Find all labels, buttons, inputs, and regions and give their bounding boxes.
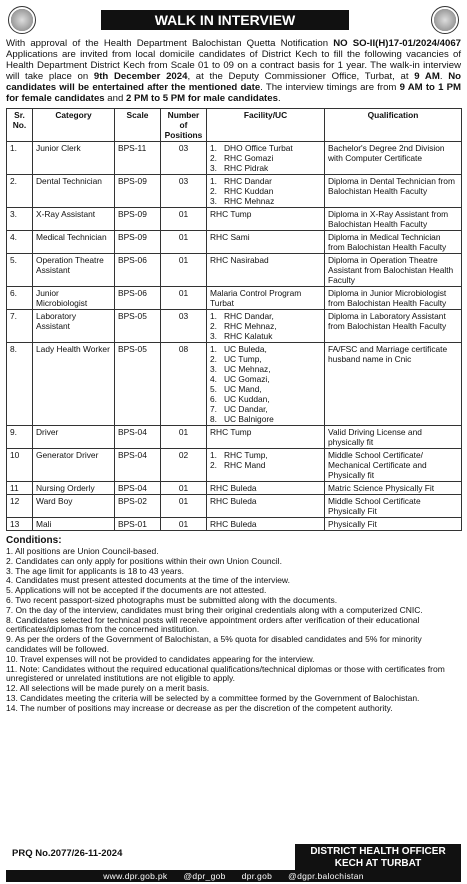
government-logo-icon <box>8 6 36 34</box>
facility-item: 6. UC Kuddan, <box>210 394 270 404</box>
cell-sr: 11 <box>7 482 33 495</box>
facility-item <box>210 519 321 529</box>
cell-sr: 13 <box>7 518 33 531</box>
facility-item: 5. UC Mand, <box>210 384 262 394</box>
facility-item: 3. UC Mehnaz, <box>210 364 271 374</box>
social-link[interactable]: @dgpr.balochistan <box>288 871 364 881</box>
cell-positions: 03 <box>161 175 207 208</box>
condition-item: 9. As per the orders of the Government of Balochistan, a 5% quota for disabled candidates and 5% for minority candidates will be followed. <box>6 634 422 654</box>
table-row <box>7 482 462 495</box>
column-header: Number of Positions <box>161 109 207 142</box>
cell-scale: BPS-06 <box>115 254 161 287</box>
facility-item <box>210 288 321 308</box>
facility-name: RHC Mehnaz <box>224 196 275 206</box>
facility-item: 1. RHC Dandar, <box>210 311 274 321</box>
facility-item: 2. RHC Mand <box>210 460 266 470</box>
facility-name: RHC Buleda <box>210 483 257 493</box>
cell-category: Nursing Orderly <box>33 482 115 495</box>
cell-facility <box>207 495 325 518</box>
cell-qualification: Diploma in Dental Technician from Balochistan Health Faculty <box>325 175 462 208</box>
cell-positions: 01 <box>161 254 207 287</box>
cell-scale: BPS-05 <box>115 310 161 343</box>
facility-name: RHC Tump <box>210 427 252 437</box>
cell-scale: BPS-04 <box>115 449 161 482</box>
cell-category: Junior Clerk <box>33 142 115 175</box>
cell-scale: BPS-09 <box>115 208 161 231</box>
condition-item: 2. Candidates can only apply for positions within their own Union Council. <box>6 555 282 566</box>
cell-category: Operation Theatre Assistant <box>33 254 115 287</box>
cell-category: Mali <box>33 518 115 531</box>
facility-item: 2. RHC Mehnaz, <box>210 321 277 331</box>
facility-name: RHC Pidrak <box>224 163 269 173</box>
condition-item: 10. Travel expenses will not be provided to candidates appearing for the interview. <box>6 653 315 664</box>
cell-scale: BPS-02 <box>115 495 161 518</box>
facility-item <box>210 427 321 437</box>
cell-qualification: Diploma in Medical Technician from Balochistan Health Faculty <box>325 231 462 254</box>
facility-item <box>210 255 321 265</box>
cell-sr: 9. <box>7 426 33 449</box>
intro-text: With approval of the Health Department Balochistan Quetta Notification <box>6 38 334 49</box>
cell-positions: 03 <box>161 310 207 343</box>
column-header: Sr. No. <box>7 109 33 142</box>
cell-facility <box>207 175 325 208</box>
condition-item: 8. Candidates selected for technical posts will receive appointment orders after verification of their educational certificates/diplomas from the concerned institution. <box>6 614 420 635</box>
table-row <box>7 254 462 287</box>
cell-category: Junior Microbiologist <box>33 287 115 310</box>
cell-positions: 01 <box>161 426 207 449</box>
header <box>6 4 461 36</box>
facility-item: 2. RHC Gomazi <box>210 153 274 163</box>
facility-item <box>210 209 321 219</box>
table-body <box>7 142 462 531</box>
facility-name: RHC Mand <box>224 460 266 470</box>
cell-scale: BPS-06 <box>115 287 161 310</box>
facility-name: RHC Tump, <box>224 450 268 460</box>
facility-name: UC Dandar, <box>224 404 268 414</box>
facility-name: UC Kuddan, <box>224 394 270 404</box>
facility-name: RHC Dandar <box>224 176 272 186</box>
facility-name: UC Mehnaz, <box>224 364 271 374</box>
facility-name: RHC Nasirabad <box>210 255 269 265</box>
cell-facility <box>207 310 325 343</box>
cell-sr: 10 <box>7 449 33 482</box>
cell-scale: BPS-01 <box>115 518 161 531</box>
cell-sr: 6. <box>7 287 33 310</box>
table-row <box>7 449 462 482</box>
social-link[interactable]: @dpr_gob <box>183 871 226 881</box>
cell-sr: 3. <box>7 208 33 231</box>
intro-text: and <box>104 93 126 104</box>
deadline-notice: No candidates will be entertained after the mentioned date <box>6 71 461 93</box>
condition-item: 1. All positions are Union Council-based. <box>6 546 159 556</box>
facility-item: 1. DHO Office Turbat <box>210 143 293 153</box>
cell-category: Medical Technician <box>33 231 115 254</box>
cell-category: Ward Boy <box>33 495 115 518</box>
prq-number: PRQ No.2077/26-11-2024 <box>12 848 123 859</box>
condition-item: 5. Applications will not be accepted if the documents are not attested. <box>6 585 267 596</box>
cell-qualification: Valid Driving License and physically fit <box>325 426 462 449</box>
cell-facility <box>207 142 325 175</box>
health-department-logo-icon <box>431 6 459 34</box>
intro-text: . The interview timings are from <box>260 82 400 93</box>
social-link[interactable]: www.dpr.gob.pk <box>103 871 168 881</box>
cell-sr: 4. <box>7 231 33 254</box>
column-header: Scale <box>115 109 161 142</box>
cell-sr: 5. <box>7 254 33 287</box>
cell-sr: 8. <box>7 343 33 426</box>
facility-item: 8. UC Balnigore <box>210 414 274 424</box>
cell-facility <box>207 449 325 482</box>
cell-qualification: Matric Science Physically Fit <box>325 482 462 495</box>
female-timing: 9 AM to 1 PM for female candidates <box>6 82 461 104</box>
cell-qualification: Diploma in X-Ray Assistant from Balochistan Health Faculty <box>325 208 462 231</box>
cell-facility <box>207 518 325 531</box>
intro-text: , at the Deputy Commissioner Office, Turbat, at <box>187 71 415 82</box>
column-header: Facility/UC <box>207 109 325 142</box>
facility-item: 2. RHC Kuddan <box>210 186 274 196</box>
table-row <box>7 175 462 208</box>
facility-item: 3. RHC Pidrak <box>210 163 269 173</box>
cell-qualification: Middle School Certificate Physically Fit <box>325 495 462 518</box>
cell-sr: 2. <box>7 175 33 208</box>
condition-item: 11. Note: Candidates without the required educational qualifications/technical diplomas or those with certificates from unregistered or unrelated institutions are not eligible to apply. <box>6 663 445 684</box>
facility-item: 1. RHC Dandar <box>210 176 272 186</box>
cell-category: Generator Driver <box>33 449 115 482</box>
column-header: Qualification <box>325 109 462 142</box>
cell-qualification: Physically Fit <box>325 518 462 531</box>
officer-location: KECH AT TURBAT <box>334 858 422 869</box>
notification-number: NO SO-II(H)17-01/2024/4067 <box>333 38 461 49</box>
intro-text: . <box>439 71 449 82</box>
cell-positions: 01 <box>161 495 207 518</box>
facility-item <box>210 232 321 242</box>
condition-item: 14. The number of positions may increase or decrease as per the discretion of the competent authority. <box>6 702 393 713</box>
officer-title: DISTRICT HEALTH OFFICER <box>310 846 446 857</box>
cell-positions: 01 <box>161 231 207 254</box>
cell-positions: 03 <box>161 142 207 175</box>
cell-qualification: Diploma in Junior Microbiologist from Balochistan Health Faculty <box>325 287 462 310</box>
facility-name: UC Mand, <box>224 384 262 394</box>
cell-facility <box>207 254 325 287</box>
footer <box>0 844 467 884</box>
cell-positions: 08 <box>161 343 207 426</box>
facility-name: UC Tump, <box>224 354 262 364</box>
cell-scale: BPS-09 <box>115 231 161 254</box>
facility-name: UC Buleda, <box>224 344 267 354</box>
facility-name: UC Gomazi, <box>224 374 270 384</box>
cell-facility <box>207 208 325 231</box>
condition-item: 13. Candidates meeting the criteria will be selected by a committee formed by the Government of Balochistan. <box>6 692 420 703</box>
facility-name: RHC Dandar, <box>224 311 274 321</box>
cell-qualification: Diploma in Operation Theatre Assistant from Balochistan Health Faculty <box>325 254 462 287</box>
facility-name: RHC Kuddan <box>224 186 274 196</box>
cell-facility <box>207 287 325 310</box>
facility-name: RHC Kalatuk <box>224 331 273 341</box>
cell-category: Dental Technician <box>33 175 115 208</box>
cell-category: Laboratory Assistant <box>33 310 115 343</box>
cell-scale: BPS-05 <box>115 343 161 426</box>
table-row <box>7 142 462 175</box>
facility-item <box>210 496 321 506</box>
conditions-list <box>6 547 461 714</box>
cell-facility <box>207 343 325 426</box>
facility-name: RHC Mehnaz, <box>224 321 277 331</box>
facility-name: RHC Buleda <box>210 496 257 506</box>
table-row <box>7 426 462 449</box>
condition-item: 6. Two recent passport-sized photographs must be submitted along with the documents. <box>6 594 338 605</box>
interview-time: 9 AM <box>414 71 440 82</box>
social-links-bar <box>6 870 461 882</box>
cell-category: Driver <box>33 426 115 449</box>
cell-positions: 01 <box>161 287 207 310</box>
cell-positions: 02 <box>161 449 207 482</box>
cell-sr: 12 <box>7 495 33 518</box>
cell-category: Lady Health Worker <box>33 343 115 426</box>
male-timing: 2 PM to 5 PM for male candidates <box>125 93 278 104</box>
condition-item: 3. The age limit for applicants is 18 to 43 years. <box>6 565 184 576</box>
cell-scale: BPS-04 <box>115 482 161 495</box>
condition-item: 12. All selections will be made purely on a merit basis. <box>6 683 210 694</box>
facility-item: 7. UC Dandar, <box>210 404 268 414</box>
conditions-title: Conditions: <box>6 535 62 546</box>
table-header-row <box>7 109 462 142</box>
facility-name: RHC Gomazi <box>224 153 274 163</box>
cell-positions: 01 <box>161 482 207 495</box>
table-row <box>7 287 462 310</box>
facility-item: 2. UC Tump, <box>210 354 262 364</box>
table-row <box>7 208 462 231</box>
cell-positions: 01 <box>161 518 207 531</box>
vacancies-table <box>6 108 462 531</box>
issuing-officer <box>295 844 461 872</box>
condition-item: 7. On the day of the interview, candidates must bring their original credentials along with a computerized CNIC. <box>6 604 423 615</box>
facility-item <box>210 483 321 493</box>
intro-text: . <box>277 93 281 104</box>
page-title: WALK IN INTERVIEW <box>101 10 349 30</box>
facility-name: RHC Sami <box>210 232 250 242</box>
cell-sr: 1. <box>7 142 33 175</box>
cell-positions: 01 <box>161 208 207 231</box>
facility-item: 1. UC Buleda, <box>210 344 267 354</box>
cell-qualification: Bachelor's Degree 2nd Division with Computer Certificate <box>325 142 462 175</box>
condition-item: 4. Candidates must present attested documents at the time of the interview. <box>6 575 290 586</box>
facility-name: RHC Tump <box>210 209 252 219</box>
intro-text: Applications are invited from local domicile candidates of District Kech to fill the following vacancies of Health Department District Kech from Scale 01 to 09 on a contract basis for 1 year. The walk-in interview will take place on <box>6 49 461 82</box>
facility-item: 3. RHC Mehnaz <box>210 196 275 206</box>
cell-category: X-Ray Assistant <box>33 208 115 231</box>
facility-item: 1. RHC Tump, <box>210 450 268 460</box>
cell-scale: BPS-09 <box>115 175 161 208</box>
cell-scale: BPS-04 <box>115 426 161 449</box>
cell-qualification: FA/FSC and Marriage certificate husband name in Cnic <box>325 343 462 426</box>
table-row <box>7 518 462 531</box>
cell-qualification: Diploma in Laboratory Assistant from Balochistan Health Faculty <box>325 310 462 343</box>
facility-name: Malaria Control Program Turbat <box>210 288 302 308</box>
cell-scale: BPS-11 <box>115 142 161 175</box>
intro-paragraph <box>6 38 461 104</box>
table-row <box>7 310 462 343</box>
facility-name: RHC Buleda <box>210 519 257 529</box>
facility-name: DHO Office Turbat <box>224 143 293 153</box>
interview-date: 9th December 2024 <box>93 71 188 82</box>
cell-qualification: Middle School Certificate/ Mechanical Certificate and Physically fit <box>325 449 462 482</box>
facility-item: 4. UC Gomazi, <box>210 374 270 384</box>
cell-facility <box>207 426 325 449</box>
cell-facility <box>207 482 325 495</box>
cell-facility <box>207 231 325 254</box>
table-row <box>7 343 462 426</box>
column-header: Category <box>33 109 115 142</box>
social-link[interactable]: dpr.gob <box>241 871 273 881</box>
facility-item: 3. RHC Kalatuk <box>210 331 273 341</box>
cell-sr: 7. <box>7 310 33 343</box>
table-row <box>7 495 462 518</box>
table-row <box>7 231 462 254</box>
facility-name: UC Balnigore <box>224 414 274 424</box>
